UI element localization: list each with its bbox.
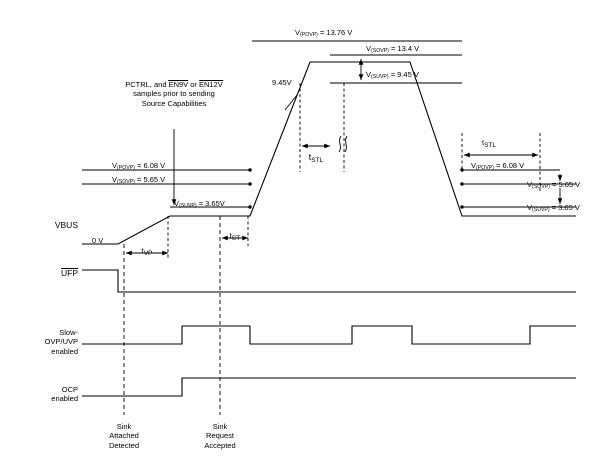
t-subscript: VP <box>143 250 153 257</box>
event-line3: Accepted <box>204 440 236 450</box>
v-value: = 6.08 V <box>136 161 166 170</box>
t-stl-right-label <box>482 138 496 148</box>
v-povp-13.76-label <box>295 28 352 38</box>
v-symbol: V <box>112 175 118 184</box>
event-line3: Detected <box>108 440 140 450</box>
v-povp-6.08-right-label <box>471 161 524 171</box>
event-line2: Attached <box>109 431 139 441</box>
en12v-label: EN12V <box>199 80 223 89</box>
v-value: = 6.08 V <box>495 161 525 170</box>
t-st-label <box>230 231 240 241</box>
vbus-signal-label: VBUS <box>54 220 78 230</box>
junction-dot-6 <box>248 205 251 208</box>
ramp-callout-leader <box>285 95 297 110</box>
t-vp-label <box>142 246 153 256</box>
t-stl-mid-label <box>309 152 323 163</box>
t-symbol: t <box>308 152 312 162</box>
sink-request-accepted-label <box>204 422 235 450</box>
v-symbol: V <box>527 203 533 212</box>
v-subscript: (POVP) <box>117 165 135 171</box>
v-sovp-5.65-right-label <box>527 180 580 190</box>
v-sovp-13.4-label <box>366 44 419 54</box>
slow-ovp-uvp-signal-label: Slow- OVP/UVP enabled <box>44 328 78 356</box>
pctrl-annotation <box>125 80 223 108</box>
pctrl-line3: Source Capabilities <box>141 98 207 108</box>
t-subscript: STL <box>311 157 324 164</box>
junction-dot-4 <box>248 168 251 171</box>
v-subscript: (SUVP) <box>371 74 389 80</box>
v-subscript: (POVP) <box>300 32 318 38</box>
ocp-signal-label: OCP enabled <box>51 385 78 404</box>
pctrl-line1-c: or <box>188 80 200 89</box>
v-symbol: V <box>471 161 477 170</box>
junction-dot-5 <box>248 182 251 185</box>
break-mark-1 <box>339 136 341 152</box>
junction-dot-2 <box>460 182 463 185</box>
v-subscript: (SOVP) <box>371 48 389 54</box>
v-symbol: V <box>527 180 533 189</box>
slow-ovp-uvp-waveform <box>82 326 576 344</box>
junction-dot-3 <box>460 205 463 208</box>
sink-attached-detected-label <box>109 422 139 450</box>
ramp-voltage-label: 9.45V <box>272 78 292 87</box>
v-symbol: V <box>174 199 180 208</box>
en9v-label: EN9V <box>168 80 189 89</box>
break-mark-2 <box>345 136 347 152</box>
t-subscript: ST <box>231 235 241 242</box>
v-symbol: V <box>366 44 372 53</box>
pctrl-line1-a: PCTRL, and <box>125 80 169 89</box>
pctrl-line2: samples prior to sending <box>133 89 215 99</box>
v-value: = 9.45 V <box>390 70 419 79</box>
v-subscript: (SUVP) <box>532 207 550 213</box>
t-symbol: t <box>481 138 485 147</box>
v-value: = 5.65 V <box>136 175 166 184</box>
v-symbol: V <box>112 161 118 170</box>
ocp-waveform <box>82 378 576 396</box>
zero-volt-label: 0 V <box>92 236 104 245</box>
v-value: = 5.65 V <box>551 180 581 189</box>
v-value: = 3.65V <box>198 199 225 208</box>
v-suvp-3.65-left-label <box>174 199 225 209</box>
v-povp-6.08-left-label <box>112 161 165 171</box>
v-subscript: (SOVP) <box>117 179 135 185</box>
v-subscript: (SOVP) <box>532 184 550 190</box>
v-subscript: (SUVP) <box>179 203 197 209</box>
junction-dot-1 <box>460 168 463 171</box>
ufp-waveform <box>82 270 576 292</box>
v-suvp-9.45-label <box>366 70 419 80</box>
t-symbol: t <box>229 231 232 240</box>
event-line2: Request <box>206 431 234 441</box>
v-sovp-5.65-left-label <box>112 175 165 185</box>
ufp-signal-label <box>61 268 78 279</box>
event-line1: Sink <box>212 422 228 431</box>
v-value: = 13.76 V <box>319 28 353 37</box>
t-symbol: t <box>141 246 144 255</box>
ufp-text: UFP <box>61 268 78 278</box>
v-subscript: (POVP) <box>476 165 494 171</box>
event-line1: Sink <box>116 422 132 431</box>
v-symbol: V <box>366 70 372 79</box>
v-symbol: V <box>295 28 301 37</box>
v-suvp-3.65-right-label <box>527 203 580 213</box>
v-value: = 3.65 V <box>551 203 580 212</box>
t-subscript: STL <box>484 142 497 149</box>
v-value: = 13.4 V <box>390 44 420 53</box>
